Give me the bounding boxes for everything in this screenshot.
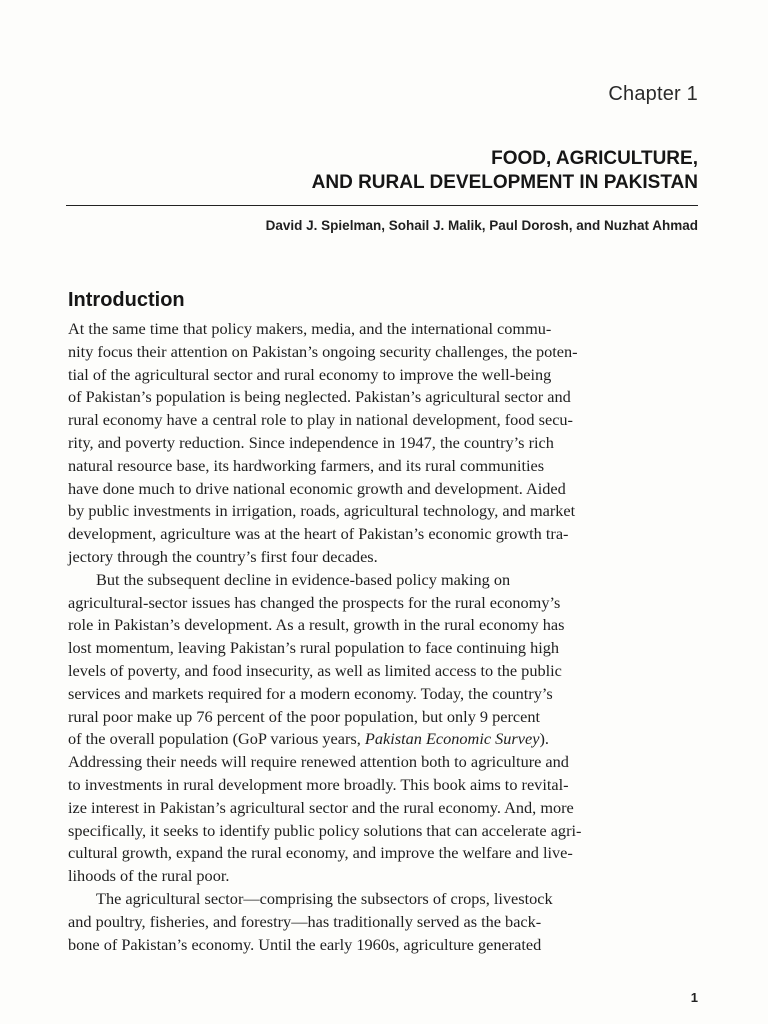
text-line: role in Pakistan’s development. As a result, growth in the rural economy has [68, 615, 565, 635]
text-line: lihoods of the rural poor. [68, 866, 230, 886]
text-line: rural economy have a central role to play in national development, food secu- [68, 410, 573, 430]
text-line: have done much to drive national economic growth and development. Aided [68, 478, 566, 498]
chapter-label: Chapter 1 [608, 83, 698, 105]
text-line: rural poor make up 76 percent of the poor population, but only 9 percent [68, 706, 541, 726]
text-line: and poultry, fisheries, and forestry—has traditionally served as the back- [68, 911, 542, 931]
text-line: nity focus their attention on Pakistan’s ongoing security challenges, the poten- [68, 341, 578, 361]
text-line: ize interest in Pakistan’s agricultural sector and the rural economy. And, more [68, 797, 574, 817]
title-divider [66, 205, 698, 206]
text-line: lost momentum, leaving Pakistan’s rural population to face continuing high [68, 638, 560, 658]
text-line: But the subsequent decline in evidence-based policy making on [96, 569, 511, 589]
text-line: bone of Pakistan’s economy. Until the early 1960s, agriculture generated [68, 934, 542, 954]
text-line: by public investments in irrigation, roads, agricultural technology, and market [68, 501, 576, 521]
section-heading: Introduction [68, 289, 185, 311]
body-text [68, 318, 700, 956]
text-line: levels of poverty, and food insecurity, as well as limited access to the public [68, 660, 562, 680]
text-line: Addressing their needs will require renewed attention both to agriculture and [68, 752, 569, 772]
author-list: David J. Spielman, Sohail J. Malik, Paul Dorosh, and Nuzhat Ahmad [265, 218, 698, 233]
text-line: At the same time that policy makers, media, and the international commu- [68, 319, 552, 338]
text-line: agricultural-sector issues has changed the prospects for the rural economy’s [68, 592, 561, 612]
text-line: to investments in rural development more broadly. This book aims to revital- [68, 774, 569, 794]
text-line: specifically, it seeks to identify public policy solutions that can accelerate agri- [68, 820, 582, 840]
text-line: services and markets required for a modern economy. Today, the country’s [68, 683, 553, 703]
text-line: natural resource base, its hardworking farmers, and its rural communities [68, 455, 545, 475]
text-line: rity, and poverty reduction. Since independence in 1947, the country’s rich [68, 432, 554, 452]
text-line: tial of the agricultural sector and rural economy to improve the well-being [68, 364, 552, 384]
chapter-title-line-1: FOOD, AGRICULTURE, [491, 148, 698, 169]
paragraph-2 [68, 569, 700, 888]
text-line-with-citation [68, 728, 700, 751]
text-line: jectory through the country’s first four decades. [68, 546, 378, 566]
text-line: The agricultural sector—comprising the subsectors of crops, livestock [96, 888, 553, 908]
text-line: development, agriculture was at the heart of Pakistan’s economic growth tra- [68, 524, 569, 544]
chapter-title [98, 147, 698, 195]
text-line: cultural growth, expand the rural economy, and improve the welfare and live- [68, 843, 573, 863]
paragraph-1 [68, 318, 700, 569]
text-line: of Pakistan’s population is being neglected. Pakistan’s agricultural sector and [68, 387, 571, 407]
citation-prefix: of the overall population (GoP various years, [68, 729, 365, 749]
citation-italic-title: Pakistan Economic Survey [364, 729, 540, 749]
citation-suffix: ). [539, 729, 549, 749]
chapter-title-line-2: AND RURAL DEVELOPMENT IN PAKISTAN [311, 172, 698, 193]
page-number: 1 [690, 990, 698, 1005]
paragraph-3 [68, 888, 700, 956]
